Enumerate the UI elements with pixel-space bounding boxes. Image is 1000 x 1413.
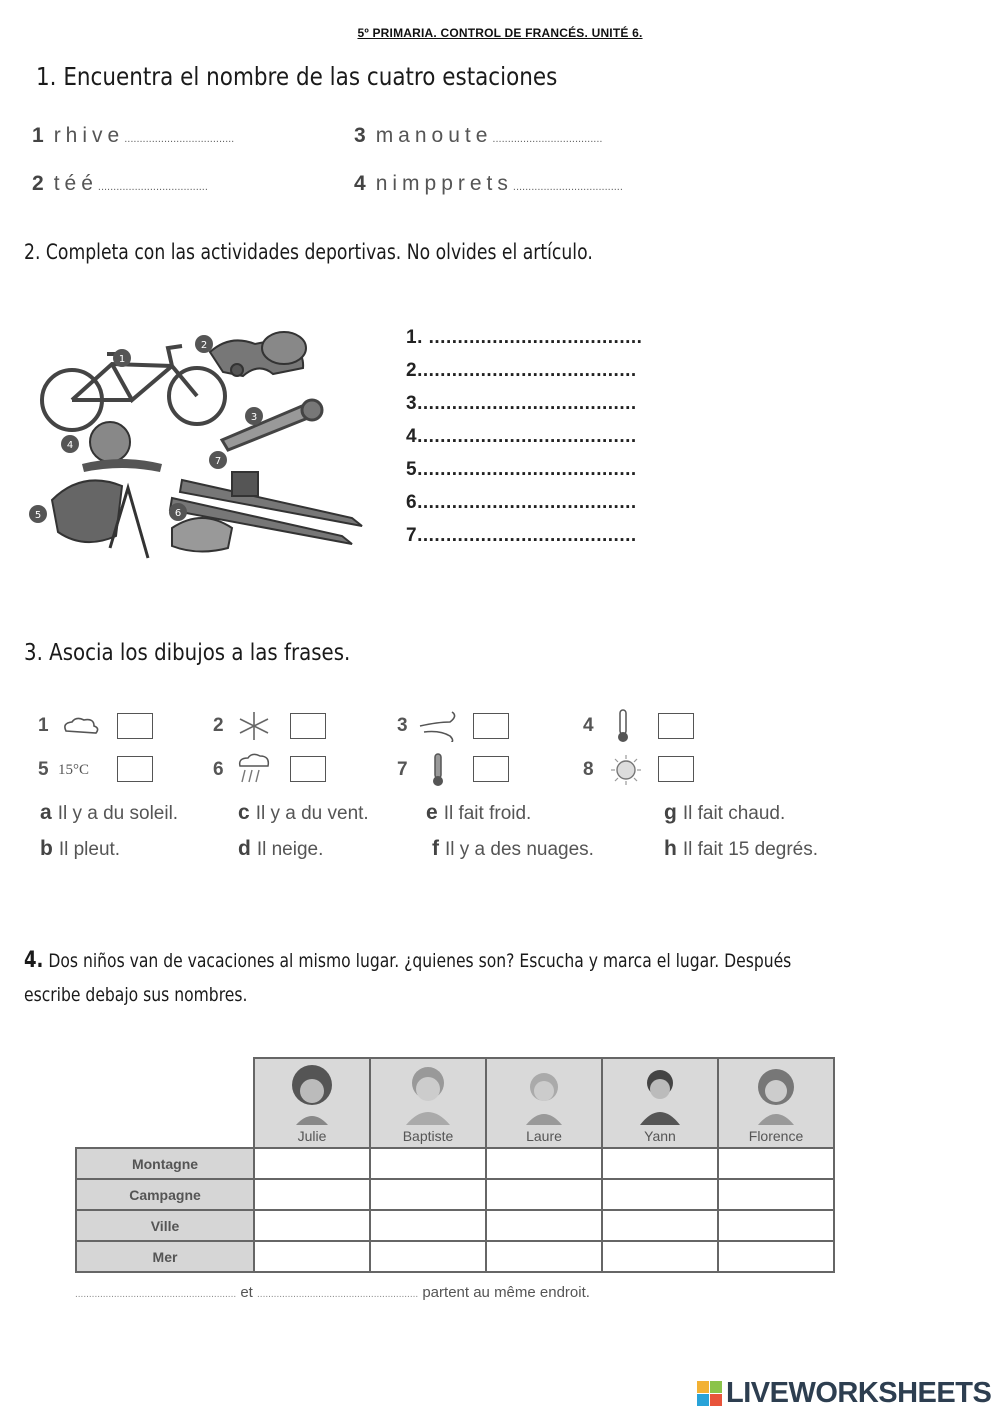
person-yann — [602, 1058, 718, 1148]
answer-box-2[interactable] — [290, 713, 326, 739]
sentence-b: b Il pleut. — [40, 837, 121, 860]
weather-num-5: 5 — [38, 759, 49, 780]
footer-et: et — [240, 1284, 253, 1301]
table-row — [76, 1241, 834, 1272]
thermometer-low-icon — [613, 708, 633, 744]
weather-num-3: 3 — [397, 715, 408, 736]
bicycle-icon — [42, 346, 225, 430]
rain-cloud-icon — [236, 752, 272, 786]
cell-ville-yann[interactable] — [602, 1210, 718, 1241]
person-name-florence: Florence — [748, 1128, 804, 1144]
image-number-5: 5 — [34, 510, 42, 521]
sentence-g: g Il fait chaud. — [664, 801, 786, 824]
liveworksheets-logo[interactable]: LIVEWORKSHEETS — [726, 1377, 992, 1409]
yann-portrait-icon — [630, 1063, 690, 1125]
cell-campagne-laure[interactable] — [486, 1179, 602, 1210]
snowflake-icon — [236, 710, 272, 742]
julie-portrait-icon — [282, 1063, 342, 1125]
image-number-2: 2 — [200, 340, 208, 351]
anagram-4: 4 nimpprets.................................... — [354, 172, 623, 195]
table-row — [76, 1210, 834, 1241]
place-campagne: Campagne — [76, 1179, 254, 1210]
answer-box-5[interactable] — [117, 756, 153, 782]
anagram-1: 1 rhive.................................... — [32, 124, 235, 147]
image-number-4: 4 — [66, 440, 74, 451]
temperature-15-icon: 15°C — [58, 762, 90, 778]
question-3-title: 3. Asocia los dibujos a las frases. — [24, 640, 351, 666]
weather-num-6: 6 — [213, 759, 224, 780]
skates-helmet-icon — [210, 332, 306, 376]
cell-montagne-yann[interactable] — [602, 1148, 718, 1179]
cell-mer-florence[interactable] — [718, 1241, 834, 1272]
answer-box-6[interactable] — [290, 756, 326, 782]
image-number-7: 7 — [214, 456, 222, 467]
table-row — [76, 1148, 834, 1179]
image-number-6: 6 — [174, 508, 182, 519]
tennis-racket-icon — [222, 400, 322, 450]
weather-num-4: 4 — [583, 715, 594, 736]
sentence-e: e Il fait froid. — [426, 801, 532, 824]
answer-line-3[interactable]: 3...................................... — [406, 393, 637, 414]
cell-montagne-baptiste[interactable] — [370, 1148, 486, 1179]
question-4-instruction: escribe debajo sus nombres. — [24, 984, 248, 1006]
cell-ville-florence[interactable] — [718, 1210, 834, 1241]
answer-line-4[interactable]: 4...................................... — [406, 426, 637, 447]
sun-icon — [610, 754, 642, 786]
answer-box-1[interactable] — [117, 713, 153, 739]
cell-ville-baptiste[interactable] — [370, 1210, 486, 1241]
cell-campagne-yann[interactable] — [602, 1179, 718, 1210]
cell-ville-laure[interactable] — [486, 1210, 602, 1241]
sentence-a: a Il y a du soleil. — [40, 801, 179, 824]
florence-portrait-icon — [746, 1063, 806, 1125]
cell-campagne-baptiste[interactable] — [370, 1179, 486, 1210]
answer-line-1[interactable]: 1. ..................................... — [406, 327, 643, 348]
answer-box-3[interactable] — [473, 713, 509, 739]
answer-line-2[interactable]: 2...................................... — [406, 360, 637, 381]
cloud-icon — [60, 716, 104, 738]
liveworksheets-logo-icon — [697, 1381, 723, 1407]
person-julie — [254, 1058, 370, 1148]
answer-line-5[interactable]: 5...................................... — [406, 459, 637, 480]
sentence-f: f Il y a des nuages. — [432, 837, 594, 860]
laure-portrait-icon — [514, 1063, 574, 1125]
person-baptiste — [370, 1058, 486, 1148]
footer-end: partent au même endroit. — [422, 1284, 590, 1301]
sentence-c: c Il y a du vent. — [238, 801, 369, 824]
cell-mer-yann[interactable] — [602, 1241, 718, 1272]
question-4-title: 4. Dos niños van de vacaciones al mismo lugar. ¿quienes son? Escucha y marca el lugar. Después — [24, 948, 792, 973]
wind-icon — [418, 710, 462, 742]
person-name-yann: Yann — [644, 1128, 676, 1144]
person-name-laure: Laure — [526, 1128, 562, 1144]
name-blank-2[interactable]: .......................................................... — [257, 1289, 419, 1300]
places-table — [75, 1057, 835, 1273]
person-name-baptiste: Baptiste — [402, 1128, 454, 1144]
ball-sandals-icon — [82, 422, 162, 472]
page-header: 5º PRIMARIA. CONTROL DE FRANCÉS. UNITÉ 6. — [357, 26, 643, 40]
place-mer: Mer — [76, 1241, 254, 1272]
thermometer-high-icon — [428, 752, 448, 788]
image-number-1: 1 — [118, 354, 126, 365]
cell-ville-julie[interactable] — [254, 1210, 370, 1241]
cell-campagne-florence[interactable] — [718, 1179, 834, 1210]
cell-mer-julie[interactable] — [254, 1241, 370, 1272]
weather-num-7: 7 — [397, 759, 408, 780]
table-row — [76, 1179, 834, 1210]
sentence-h: h Il fait 15 degrés. — [664, 837, 819, 860]
person-name-julie: Julie — [297, 1128, 327, 1144]
sentence-d: d Il neige. — [238, 837, 324, 860]
weather-num-1: 1 — [38, 715, 49, 736]
question-1-title: 1. Encuentra el nombre de las cuatro estaciones — [36, 62, 558, 91]
image-number-3: 3 — [250, 412, 258, 423]
cell-montagne-laure[interactable] — [486, 1148, 602, 1179]
place-montagne: Montagne — [76, 1148, 254, 1179]
name-blank-1[interactable]: .......................................................... — [75, 1289, 237, 1300]
person-florence — [718, 1058, 834, 1148]
answer-box-7[interactable] — [473, 756, 509, 782]
cell-mer-laure[interactable] — [486, 1241, 602, 1272]
weather-num-2: 2 — [213, 715, 224, 736]
answer-line-7[interactable]: 7...................................... — [406, 525, 637, 546]
footer-sentence — [75, 1284, 590, 1301]
weather-num-8: 8 — [583, 759, 594, 780]
person-laure — [486, 1058, 602, 1148]
cell-montagne-julie[interactable] — [254, 1148, 370, 1179]
cell-mer-baptiste[interactable] — [370, 1241, 486, 1272]
anagram-2: 2 téé.................................... — [32, 172, 208, 195]
answer-box-4[interactable] — [658, 713, 694, 739]
sports-equipment-illustration — [22, 322, 372, 584]
anagram-3: 3 manoute.................................... — [354, 124, 603, 147]
cell-montagne-florence[interactable] — [718, 1148, 834, 1179]
place-ville: Ville — [76, 1210, 254, 1241]
baptiste-portrait-icon — [398, 1063, 458, 1125]
table-corner — [76, 1058, 254, 1148]
answer-box-8[interactable] — [658, 756, 694, 782]
cell-campagne-julie[interactable] — [254, 1179, 370, 1210]
question-2-title: 2. Completa con las actividades deportivas. No olvides el artículo. — [24, 240, 593, 264]
answer-line-6[interactable]: 6...................................... — [406, 492, 637, 513]
